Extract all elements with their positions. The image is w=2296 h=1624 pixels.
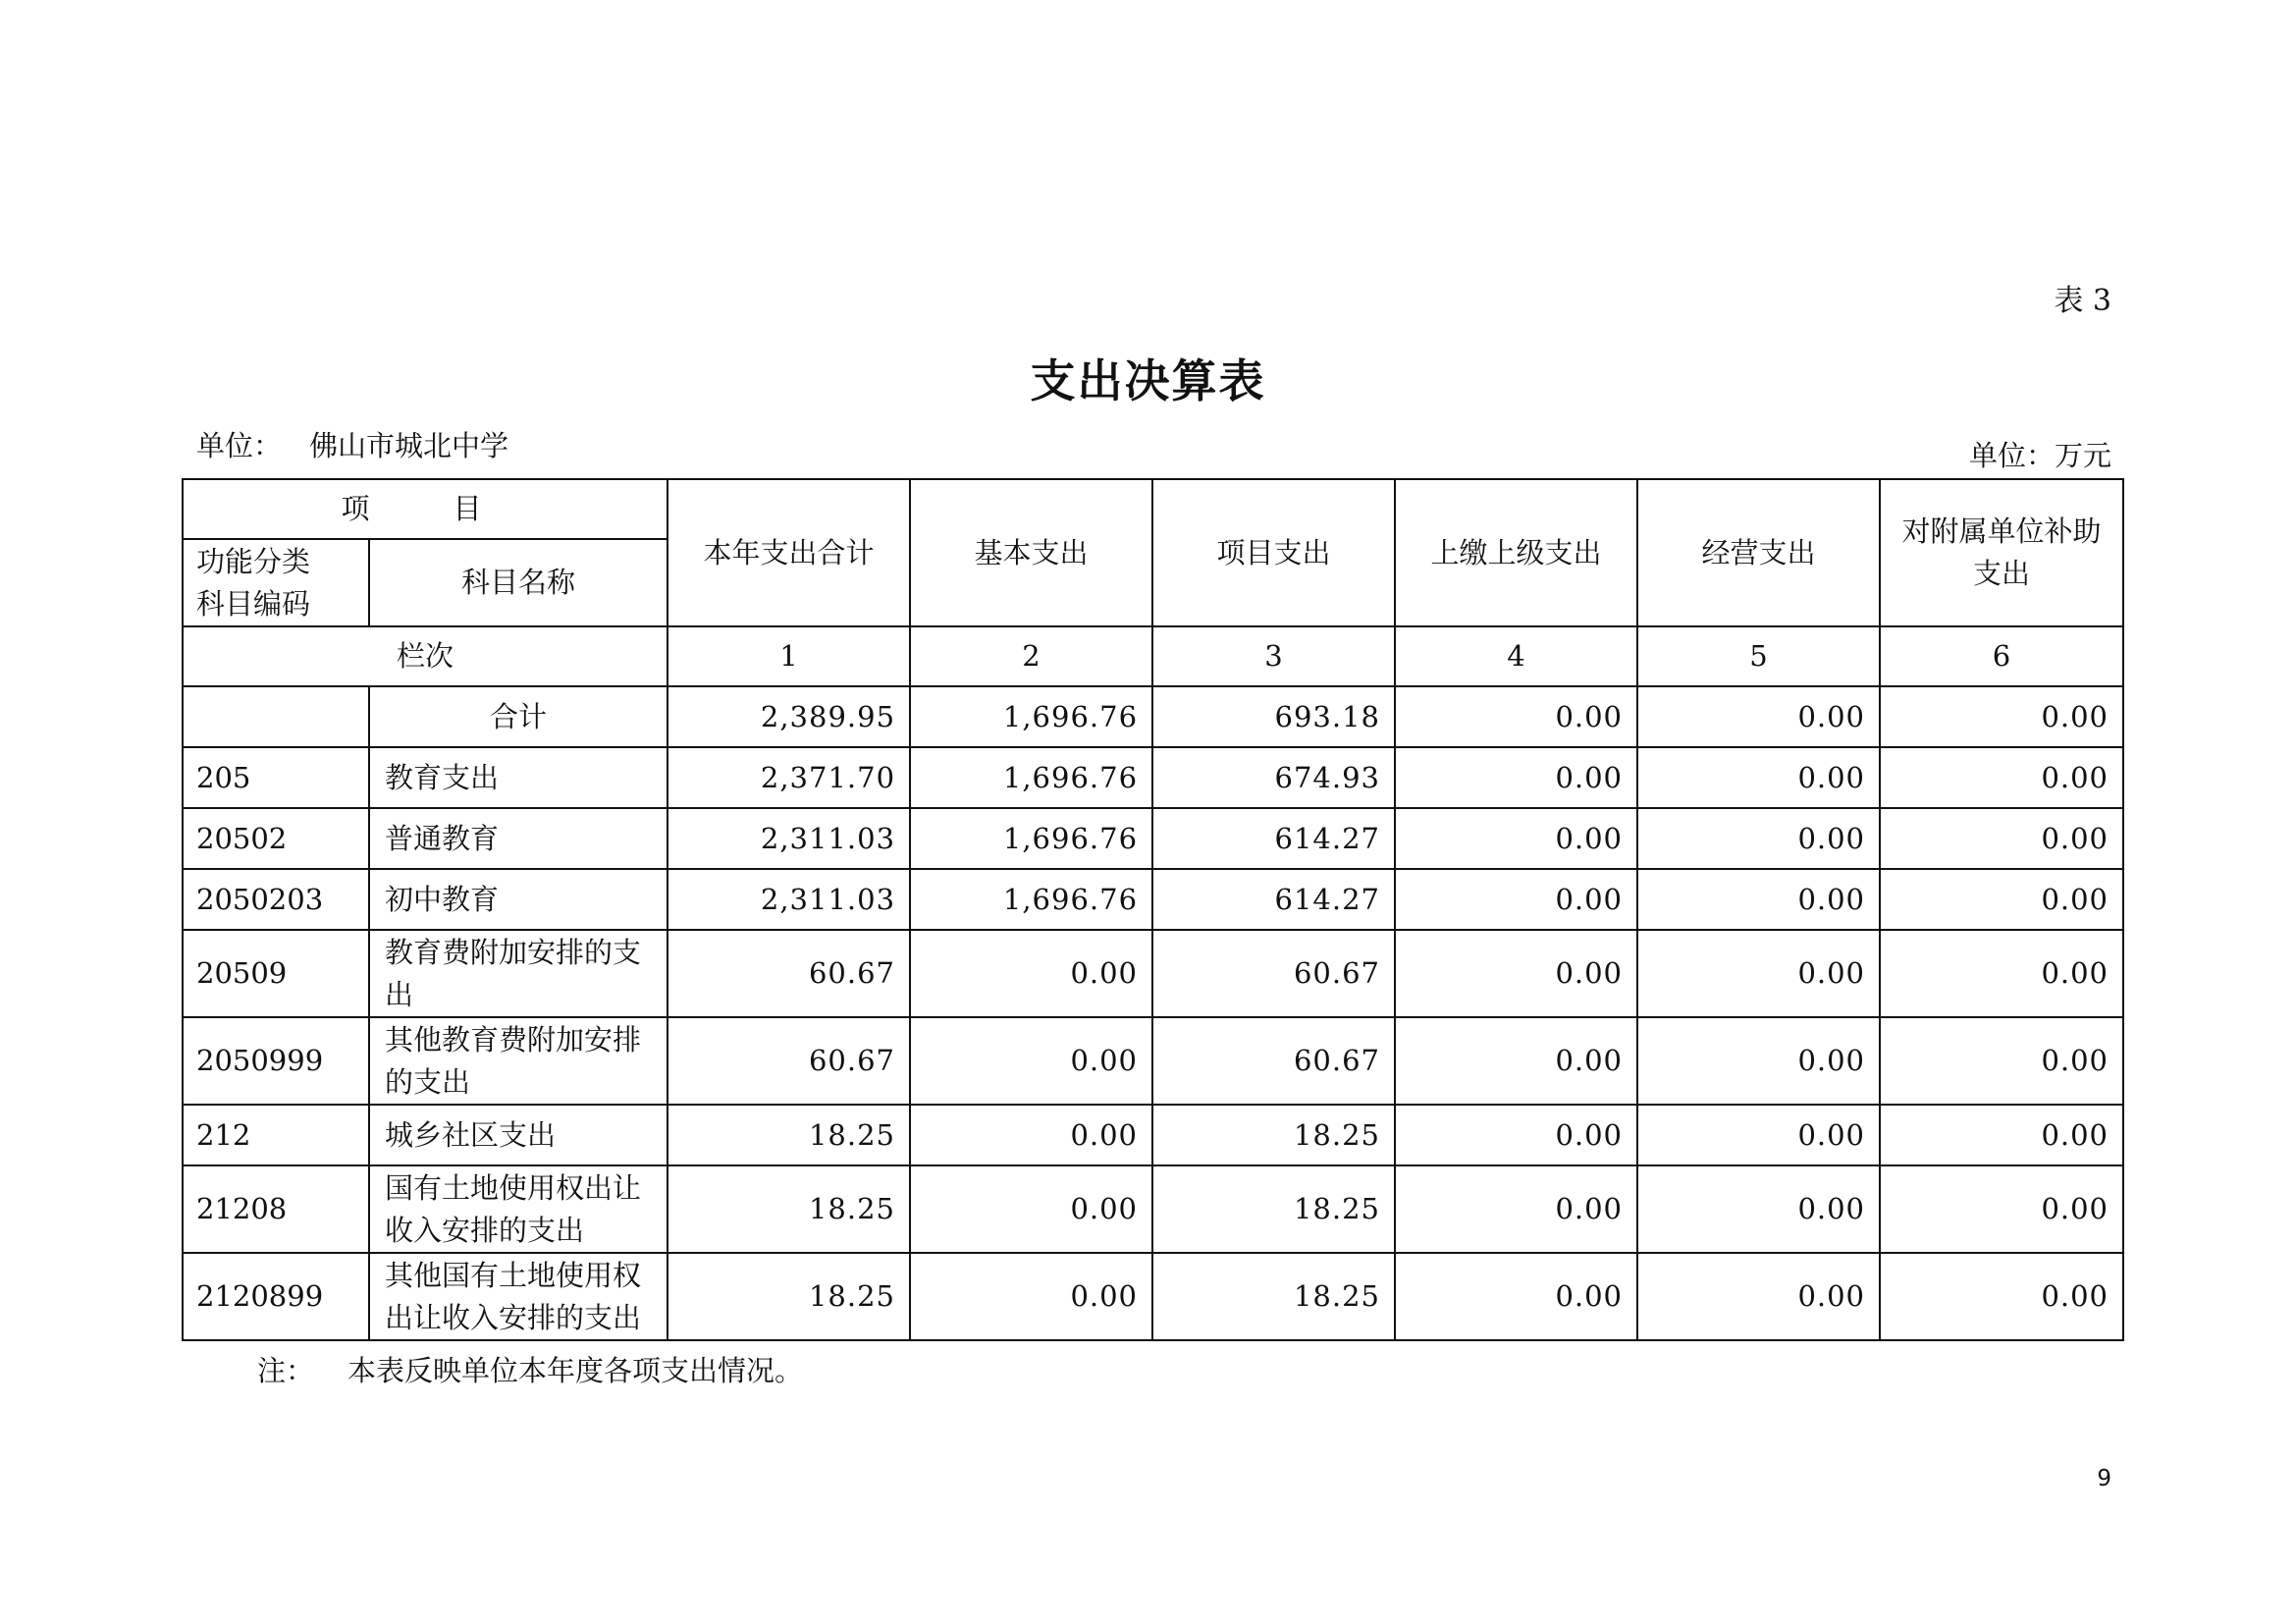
row-name: 城乡社区支出 xyxy=(369,1105,667,1165)
table-row xyxy=(183,1253,2123,1340)
row-value: 18.25 xyxy=(667,1253,910,1340)
table-row xyxy=(183,747,2123,808)
table-row xyxy=(183,808,2123,869)
row-value: 0.00 xyxy=(1395,930,1637,1017)
total-value: 0.00 xyxy=(1637,686,1880,747)
expenditure-table xyxy=(182,478,2124,1341)
row-value: 0.00 xyxy=(1880,869,2123,930)
row-name: 教育费附加安排的支 出 xyxy=(369,930,667,1017)
col-number: 4 xyxy=(1395,626,1637,686)
table-row xyxy=(183,1105,2123,1165)
row-value: 1,696.76 xyxy=(910,747,1152,808)
row-value: 18.25 xyxy=(667,1105,910,1165)
row-value: 0.00 xyxy=(910,1105,1152,1165)
row-value: 60.67 xyxy=(1152,1017,1395,1105)
unit-name: 佛山市城北中学 xyxy=(309,429,509,462)
row-name: 国有土地使用权出让 收入安排的支出 xyxy=(369,1165,667,1253)
col-number: 1 xyxy=(667,626,910,686)
table-row xyxy=(183,930,2123,1017)
row-value: 0.00 xyxy=(1637,747,1880,808)
row-value: 2,371.70 xyxy=(667,747,910,808)
row-value: 0.00 xyxy=(1637,1017,1880,1105)
row-code: 20502 xyxy=(183,808,369,869)
total-label: 合计 xyxy=(369,686,667,747)
table-row xyxy=(183,1017,2123,1105)
row-value: 0.00 xyxy=(1880,1253,2123,1340)
page-title: 支出决算表 xyxy=(1030,354,1266,407)
row-name: 初中教育 xyxy=(369,869,667,930)
col-header-remit: 上缴上级支出 xyxy=(1395,479,1637,626)
row-value: 0.00 xyxy=(1395,1017,1637,1105)
row-code: 2120899 xyxy=(183,1253,369,1340)
row-code: 205 xyxy=(183,747,369,808)
total-value: 0.00 xyxy=(1395,686,1637,747)
row-code: 20509 xyxy=(183,930,369,1017)
col-header-operating: 经营支出 xyxy=(1637,479,1880,626)
row-value: 0.00 xyxy=(1637,808,1880,869)
row-code: 212 xyxy=(183,1105,369,1165)
footnote xyxy=(257,1349,803,1389)
row-value: 0.00 xyxy=(1880,930,2123,1017)
row-code: 2050999 xyxy=(183,1017,369,1105)
row-value: 0.00 xyxy=(1637,1105,1880,1165)
total-value: 1,696.76 xyxy=(910,686,1152,747)
row-value: 0.00 xyxy=(1880,1105,2123,1165)
row-value: 2,311.03 xyxy=(667,808,910,869)
page-number: 9 xyxy=(2097,1466,2111,1491)
row-name: 其他国有土地使用权 出让收入安排的支出 xyxy=(369,1253,667,1340)
row-value: 1,696.76 xyxy=(910,869,1152,930)
total-value: 0.00 xyxy=(1880,686,2123,747)
col-number: 2 xyxy=(910,626,1152,686)
col-number: 3 xyxy=(1152,626,1395,686)
row-value: 0.00 xyxy=(1395,1165,1637,1253)
row-value: 0.00 xyxy=(910,930,1152,1017)
row-name: 教育支出 xyxy=(369,747,667,808)
row-code: 2050203 xyxy=(183,869,369,930)
unit-label: 单位： xyxy=(196,429,283,462)
row-value: 614.27 xyxy=(1152,808,1395,869)
row-value: 2,311.03 xyxy=(667,869,910,930)
row-value: 18.25 xyxy=(1152,1105,1395,1165)
currency-unit: 单位：万元 xyxy=(1968,439,2111,472)
row-value: 60.67 xyxy=(1152,930,1395,1017)
row-value: 0.00 xyxy=(1880,1165,2123,1253)
row-value: 0.00 xyxy=(1637,930,1880,1017)
col-header-project: 项目支出 xyxy=(1152,479,1395,626)
col-number: 6 xyxy=(1880,626,2123,686)
subject-name-header: 科目名称 xyxy=(369,539,667,626)
row-value: 0.00 xyxy=(1637,869,1880,930)
project-header: 项 目 xyxy=(183,479,667,539)
row-value: 614.27 xyxy=(1152,869,1395,930)
row-value: 60.67 xyxy=(667,930,910,1017)
unit-info xyxy=(196,424,508,464)
total-code-cell xyxy=(183,686,369,747)
row-value: 0.00 xyxy=(1395,869,1637,930)
row-value: 0.00 xyxy=(1395,1253,1637,1340)
table-row xyxy=(183,869,2123,930)
note-label: 注： xyxy=(257,1354,315,1387)
row-value: 0.00 xyxy=(1395,1105,1637,1165)
note-text: 本表反映单位本年度各项支出情况。 xyxy=(347,1354,804,1387)
func-code-header: 功能分类 科目编码 xyxy=(183,539,369,626)
col-number: 5 xyxy=(1637,626,1880,686)
row-value: 0.00 xyxy=(910,1017,1152,1105)
row-name: 普通教育 xyxy=(369,808,667,869)
row-value: 0.00 xyxy=(1637,1253,1880,1340)
row-value: 0.00 xyxy=(1637,1165,1880,1253)
row-name: 其他教育费附加安排 的支出 xyxy=(369,1017,667,1105)
row-code: 21208 xyxy=(183,1165,369,1253)
row-value: 60.67 xyxy=(667,1017,910,1105)
row-value: 18.25 xyxy=(1152,1253,1395,1340)
row-value: 0.00 xyxy=(1395,747,1637,808)
row-value: 0.00 xyxy=(1395,808,1637,869)
table-number: 表 3 xyxy=(2054,284,2111,318)
col-header-basic: 基本支出 xyxy=(910,479,1152,626)
col-header-subsidy: 对附属单位补助 支出 xyxy=(1880,479,2123,626)
row-value: 18.25 xyxy=(667,1165,910,1253)
row-value: 0.00 xyxy=(1880,808,2123,869)
row-value: 1,696.76 xyxy=(910,808,1152,869)
row-value: 674.93 xyxy=(1152,747,1395,808)
row-value: 0.00 xyxy=(1880,747,2123,808)
col-header-total: 本年支出合计 xyxy=(667,479,910,626)
row-value: 0.00 xyxy=(910,1253,1152,1340)
row-value: 0.00 xyxy=(910,1165,1152,1253)
lanci-label: 栏次 xyxy=(183,626,667,686)
table-row xyxy=(183,1165,2123,1253)
total-row xyxy=(183,686,2123,747)
total-value: 2,389.95 xyxy=(667,686,910,747)
row-value: 18.25 xyxy=(1152,1165,1395,1253)
total-value: 693.18 xyxy=(1152,686,1395,747)
row-value: 0.00 xyxy=(1880,1017,2123,1105)
